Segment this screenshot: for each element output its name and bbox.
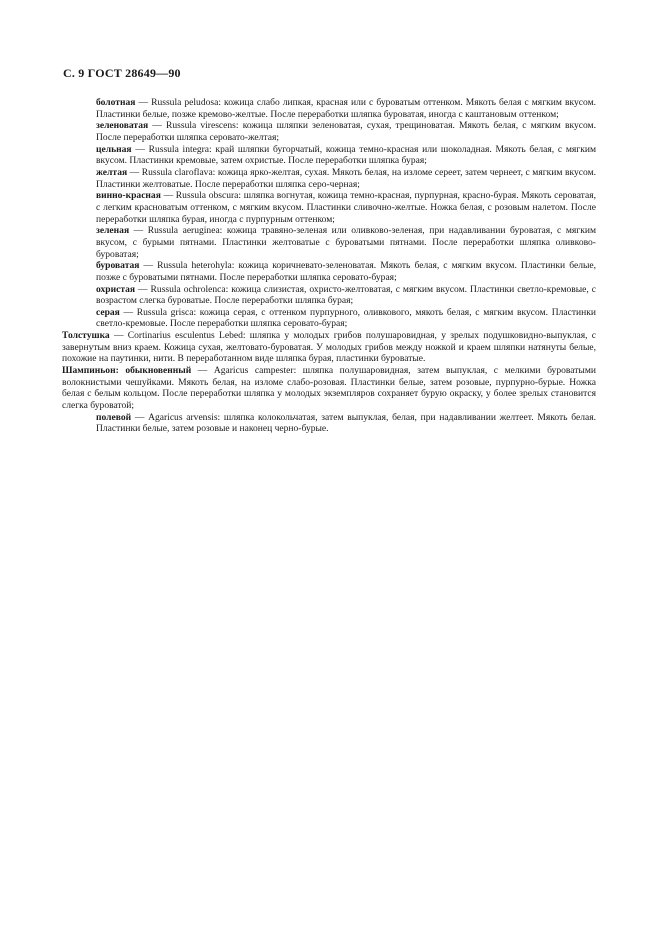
entry-term: полевой	[96, 411, 132, 423]
entry-term: серая	[96, 306, 120, 318]
entry-vinno-krasnaya	[96, 190, 596, 225]
entry-text: — Russula ochrolenca: кожица слизистая, охристо-желтоватая, с мягким вкусом. Пластинки светло-кремовые, с возрастом слегка буроватые. После переработки шляпка бурая;	[96, 283, 596, 307]
entry-burovataya	[96, 260, 596, 283]
entry-term: болотная	[96, 97, 136, 108]
entry-text: — Russula heterohyla: кожица коричневато-зеленоватая. Мякоть белая, с мягким вкусом. Пластинки белые, позже с буроватыми пятнами. После переработки шляпка серовато-бурая;	[96, 260, 596, 283]
entry-term: зеленоватая	[96, 120, 149, 132]
entry-text: — Agaricus campester: шляпка полушаровидная, затем выпуклая, с мелкими буроватыми волокнистыми чешуйками. Мякоть белая, на изломе слабо-розовая. Пластинки белые, затем розовые, пурпурно-бурые. Ножка белая с белым кольцом. После переработки шляпка у молодых экземпляров сохраняет бурую окраску, у более зрелых становится слегка буроватой;	[62, 365, 596, 412]
entry-term: Шампиньон: обыкновенный	[62, 365, 192, 377]
entry-zelenaya	[96, 225, 596, 260]
entry-seraya	[96, 307, 596, 330]
entry-term: охристая	[96, 283, 136, 295]
entry-text: — Russula aeruginea: кожица травяно-зеленая или оливково-зеленая, при надавливании буроватая, с мягким вкусом, с бурыми пятнами. Пластинки желтоватые с буроватыми пятнами. После переработки шляпка оливково-буроватая;	[96, 225, 596, 260]
entry-text: — Agaricus arvensis: шляпка колокольчатая, затем выпуклая, белая, при надавливании желтеет. Мякоть белая. Пластинки белые, затем розовые и наконец черно-бурые.	[96, 411, 596, 435]
entry-tolstushka	[62, 330, 596, 365]
entry-polevoy	[96, 412, 596, 435]
entry-term: желтая	[96, 166, 128, 178]
entry-text: — Russula obscura: шляпка вогнутая, кожица темно-красная, пурпурная, красно-бурая. Мякоть сероватая, с легким красноватым оттенком, с мягким вкусом. Пластинки сливочно-желтые. Ножка белая, с розовым налетом. После переработки шляпка бурая, иногда с пурпурным оттенком;	[96, 190, 596, 225]
entry-bolotnaya	[96, 97, 596, 120]
entry-text: — Russula claroflava: кожица ярко-желтая, сухая. Мякоть белая, на изломе сереет, затем чернеет, с мягким вкусом. Пластинки желтоватые. После переработки шляпка серо-черная;	[96, 166, 596, 190]
entry-text: — Russula integra: край шляпки бугорчатый, кожица темно-красная или шоколадная. Мякоть белая, с мягким вкусом. Пластинки кремовые, затем охристые. После переработки шляпка бурая;	[96, 143, 596, 167]
page-header: С. 9 ГОСТ 28649—90	[63, 66, 181, 80]
entry-zheltaya	[96, 167, 596, 190]
entry-tselnaya	[96, 144, 596, 167]
entry-term: цельная	[96, 143, 132, 155]
entry-text: — Russula peludosa: кожица слабо липкая, красная или с буроватым оттенком. Мякоть белая с мягким вкусом. Пластинки белые, позже кремово-желтые. После переработки шляпка буроватая, иногда с каштановым оттенком;	[96, 97, 596, 120]
entry-term: винно-красная	[96, 190, 161, 202]
entry-term: Толстушка	[62, 330, 110, 342]
entry-okhristaya	[96, 284, 596, 307]
entry-term: буроватая	[96, 260, 140, 272]
entry-text: — Cortinarius esculentus Lebed: шляпка у молодых грибов полушаровидная, у зрелых подушковидно-выпуклая, с завернутым вниз краем. Кожица сухая, желтовато-буроватая. У молодых грибов между ножкой и краем шляпки натянуты белые, похожие на паутинки, нити. В переработанном виде шляпка бурая, пластинки буроватые.	[62, 330, 596, 365]
document-body	[62, 97, 596, 435]
entry-term: зеленая	[96, 225, 130, 237]
entry-shampinyon	[62, 365, 596, 412]
entry-text: — Russula virescens: кожица шляпки зеленоватая, сухая, трещиноватая. Мякоть белая, с мягким вкусом. После переработки шляпка серовато-желтая;	[96, 120, 596, 143]
entry-text: — Russula grisca: кожица серая, с оттенком пурпурного, оливкового, мякоть белая, с мягким вкусом. Пластинки светло-кремовые. После переработки шляпка серовато-бурая;	[96, 306, 596, 330]
entry-zelenovataya	[96, 120, 596, 143]
